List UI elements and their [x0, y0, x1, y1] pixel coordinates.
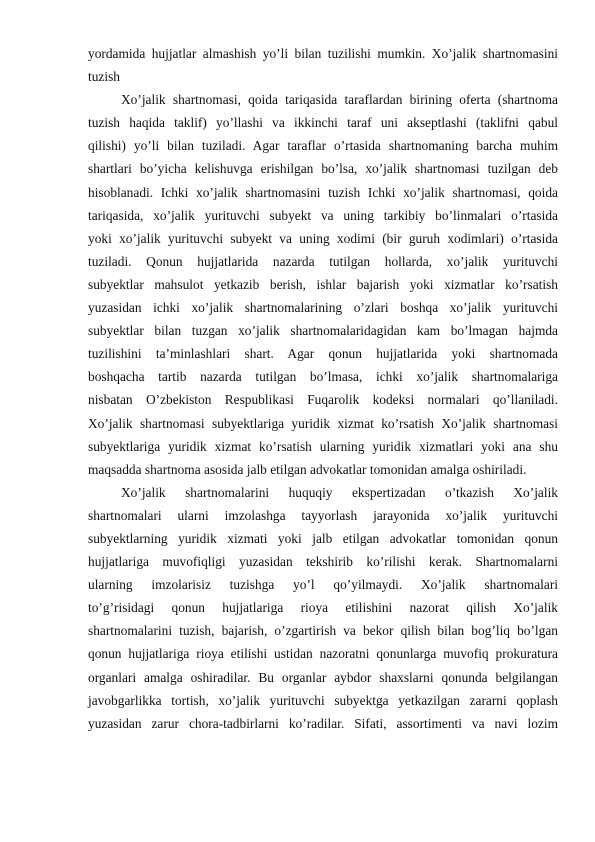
text-line: subyektlarning yuridik xizmati yoki jalb etilgan advokatlar tomonidan qonun [88, 530, 558, 546]
text-line: qilishi) yo’li bilan tuziladi. Agar taraflar o’rtasida shartnomaning barcha muhim [88, 138, 558, 154]
text-line: yoki xo’jalik yurituvchi subyekt va uning xodimi (bir guruh xodimlari) o’rtasida [88, 230, 558, 246]
paragraph-1 [88, 42, 558, 88]
paragraph-3 [88, 481, 558, 735]
text-line: tuzish haqida taklif) yo’llashi va ikkinchi taraf uni akseptlashi (taklifni qabul [88, 115, 558, 131]
text-line: nisbatan O’zbekiston Respublikasi Fuqarolik kodeksi normalari qo’llaniladi. [88, 392, 558, 408]
text-line: organlari amalga oshiradilar. Bu organlar aybdor shaxslarni qonunda belgilangan [88, 669, 558, 685]
text-line: shartnomalari ularni imzolashga tayyorlash jarayonida xo’jalik yurituvchi [88, 507, 558, 523]
text-line: to’g’risidagi qonun hujjatlariga rioya etilishini nazorat qilish Xo’jalik [88, 600, 558, 616]
text-line: Xo’jalik shartnomasi, qoida tariqasida taraflardan birining oferta (shartnoma [121, 92, 558, 108]
text-line: hisoblanadi. Ichki xo’jalik shartnomasini tuzish Ichki xo’jalik shartnomasi, qoida [88, 184, 558, 200]
text-line: subyektlar mahsulot yetkazib berish, ishlar bajarish yoki xizmatlar ko’rsatish [88, 276, 558, 292]
text-line: tuzish [88, 69, 120, 85]
text-line: yuzasidan zarur chora-tadbirlarni ko’radilar. Sifati, assortimenti va navi lozim [88, 715, 558, 731]
text-line: subyektlar bilan tuzgan xo’jalik shartnomalaridagidan kam bo’lmagan hajmda [88, 323, 558, 339]
text-line: yuzasidan ichki xo’jalik shartnomalarining o’zlari boshqa xo’jalik yurituvchi [88, 300, 558, 316]
text-line: maqsadda shartnoma asosida jalb etilgan advokatlar tomonidan amalga oshiriladi. [88, 461, 527, 477]
text-line: Xo’jalik shartnomasi subyektlariga yuridik xizmat ko’rsatish Xo’jalik shartnomasi [88, 415, 558, 431]
paragraph-2 [88, 88, 558, 481]
document-page [88, 42, 558, 735]
text-line: tuziladi. Qonun hujjatlarida nazarda tutilgan hollarda, xo’jalik yurituvchi [88, 253, 558, 269]
text-line: hujjatlariga muvofiqligi yuzasidan tekshirib ko’rilishi kerak. Shartnomalarni [88, 554, 558, 570]
text-line: shartnomalarini tuzish, bajarish, o’zgartirish va bekor qilish bilan bog’liq bo’lgan [88, 623, 558, 639]
text-line: subyektlariga yuridik xizmat ko’rsatish ularning yuridik xizmatlari yoki ana shu [88, 438, 558, 454]
text-line: Xo’jalik shartnomalarini huquqiy ekspertizadan o’tkazish Xo’jalik [121, 484, 558, 500]
text-line: qonun hujjatlariga rioya etilishi ustidan nazoratni qonunlarga muvofiq prokuratura [88, 646, 558, 662]
text-line: javobgarlikka tortish, xo’jalik yurituvchi subyektga yetkazilgan zararni qoplash [88, 692, 558, 708]
text-line: yordamida hujjatlar almashish yo’li bilan tuzilishi mumkin. Xo’jalik shartnomasini [88, 46, 558, 61]
text-line: boshqacha tartib nazarda tutilgan bo’lmasa, ichki xo’jalik shartnomalariga [88, 369, 558, 385]
text-line: tariqasida, xo’jalik yurituvchi subyekt va uning tarkibiy bo’linmalari o’rtasida [88, 207, 558, 223]
text-line: tuzilishini ta’minlashlari shart. Agar qonun hujjatlarida yoki shartnomada [88, 346, 558, 362]
text-line: ularning imzolarisiz tuzishga yo’l qo’yilmaydi. Xo’jalik shartnomalari [88, 577, 558, 593]
text-line: shartlari bo’yicha kelishuvga erishilgan bo’lsa, xo’jalik shartnomasi tuzilgan deb [88, 161, 558, 177]
